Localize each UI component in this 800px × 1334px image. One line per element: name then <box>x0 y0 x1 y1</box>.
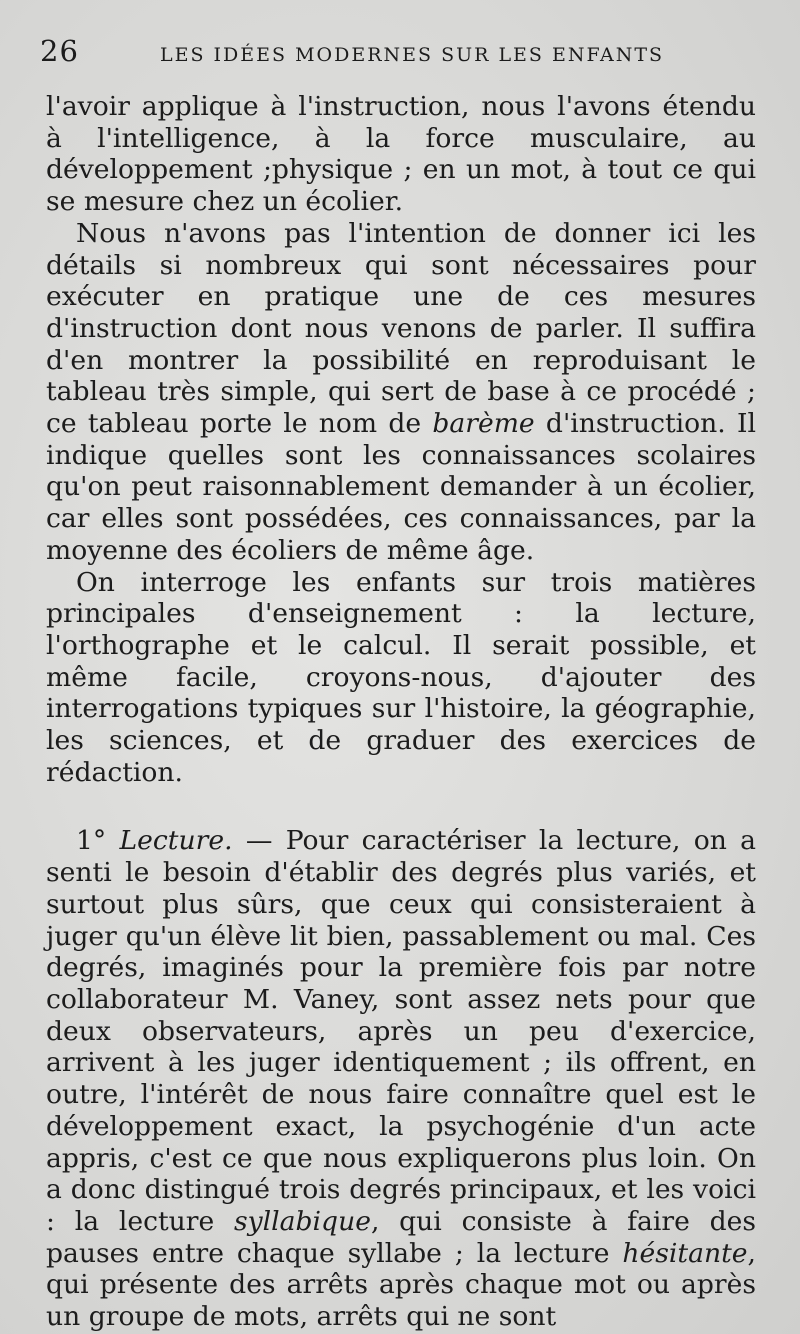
running-title: LES IDÉES MODERNES SUR LES ENFANTS <box>160 44 665 66</box>
page-number: 26 <box>40 34 79 68</box>
paragraph-3: On interroge les enfants sur trois matières principales d'enseignement : la lecture, l'orthographe et le calcul. Il serait possible, et même facile, croyons-nous, d'ajouter des interrogations typiques sur l'histoire, la géographie, les sciences, et de graduer des exercices de rédaction. <box>46 566 756 788</box>
paragraph-2-text-before: Nous n'avons pas l'intention de donner ici les détails si nombreux qui sont nécessaires pour exécuter en pratique une de ces mesures d'instruction dont nous venons de parler. Il suffira d'en montrer la possibilité en reproduisant le tableau très simple, qui sert de base à ce procédé ; ce tableau porte le nom de <box>46 217 756 440</box>
paragraph-2 <box>46 218 756 567</box>
term-bareme: barème <box>432 408 535 440</box>
paragraph-1: l'avoir applique à l'instruction, nous l'avons étendu à l'intelligence, à la force musculaire, au développement ;physique ; en un mot, à tout ce qui se mesure chez un écolier. <box>46 91 756 218</box>
section-number: 1° <box>76 825 107 857</box>
body-text <box>46 91 756 1333</box>
term-syllabique: syllabique <box>233 1205 371 1237</box>
paragraph-4-text-3: , qui présente des arrêts après chaque mot ou après un groupe de mots, arrêts qui ne sont <box>46 1237 756 1333</box>
paragraph-4-text-2: , qui consiste à faire des pauses entre chaque syllabe ; la lecture <box>46 1205 756 1269</box>
paragraph-4 <box>46 825 756 1332</box>
term-hesitante: hésitante <box>622 1237 748 1269</box>
paragraph-2-text-after: d'instruction. Il indique quelles sont les connaissances scolaires qu'on peut raisonnablement demander à un écolier, car elles sont possédées, ces connaissances, par la moyenne des écoliers de même âge. <box>46 408 756 566</box>
paragraph-4-text-1: — Pour caractériser la lecture, on a senti le besoin d'établir des degrés plus variés, et surtout plus sûrs, que ceux qui consisteraient à juger qu'un élève lit bien, passablement ou mal. Ces degrés, imaginés pour la première fois par notre collaborateur M. Vaney, sont assez nets pour que deux observateurs, après un peu d'exercice, arrivent à les juger identiquement ; ils offrent, en outre, l'intérêt de nous faire connaître quel est le développement exact, la psychogénie d'un acte appris, c'est ce que nous expliquerons plus loin. On a donc distingué trois degrés principaux, et les voici : la lecture <box>46 825 756 1237</box>
section-heading: Lecture. <box>119 825 233 857</box>
page-header <box>40 34 760 74</box>
